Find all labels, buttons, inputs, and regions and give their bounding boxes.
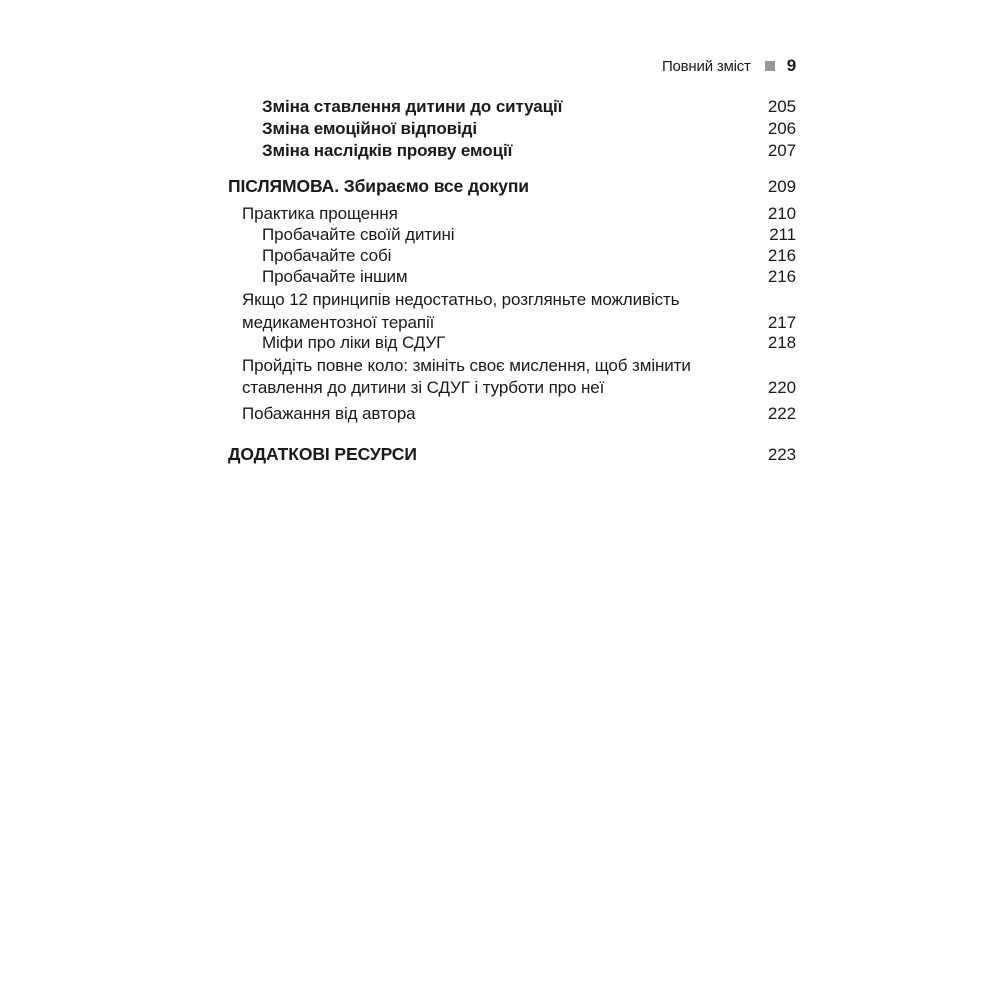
toc-entry-page: 207 <box>767 141 796 160</box>
toc-entry-title: Пробачайте собі <box>262 246 392 265</box>
toc-entry-page: 205 <box>767 97 796 116</box>
toc-entry-page: 218 <box>767 333 796 352</box>
toc-entry-page: 216 <box>767 246 796 265</box>
toc-entry-page: 216 <box>767 267 796 286</box>
toc-entry-page: 211 <box>769 225 796 244</box>
toc-entry-title: ПІСЛЯМОВА. Збираємо все докупи <box>228 176 529 196</box>
toc-entry-page: 223 <box>767 445 796 464</box>
page-number: 9 <box>786 56 796 75</box>
toc-entry-title: медикаментозної терапії <box>242 313 435 332</box>
toc-entry-page: 210 <box>767 204 796 223</box>
toc-entry-page: 222 <box>767 404 796 423</box>
toc-entry-title: Пробачайте своїй дитині <box>262 225 455 244</box>
toc-entry-title: Пробачайте іншим <box>262 267 408 286</box>
toc-entry-title: ставлення до дитини зі СДУГ і турботи про неї <box>242 378 605 397</box>
toc-entry-title: Зміна ставлення дитини до ситуації <box>262 97 563 116</box>
toc-entry-title: Практика прощення <box>242 204 398 223</box>
toc-entry-title: Міфи про ліки від СДУГ <box>262 333 446 352</box>
toc-entry-page: 209 <box>767 177 796 196</box>
toc-entry-page: 206 <box>767 119 796 138</box>
toc-entry-page: 217 <box>767 313 796 332</box>
toc-entry-title: Пройдіть повне коло: змініть своє мислення, щоб змінити <box>242 356 691 375</box>
toc-entry-page: 220 <box>767 378 796 397</box>
toc-entry-title: Зміна емоційної відповіді <box>262 119 477 138</box>
toc-entry-title: Зміна наслідків прояву емоції <box>262 141 513 160</box>
toc-entry-title: Якщо 12 принципів недостатньо, розгляньте можливість <box>242 290 680 309</box>
toc-entry-title: Побажання від автора <box>242 404 416 423</box>
toc-entry-title: ДОДАТКОВІ РЕСУРСИ <box>228 444 417 464</box>
section-title: Повний зміст <box>661 57 751 75</box>
